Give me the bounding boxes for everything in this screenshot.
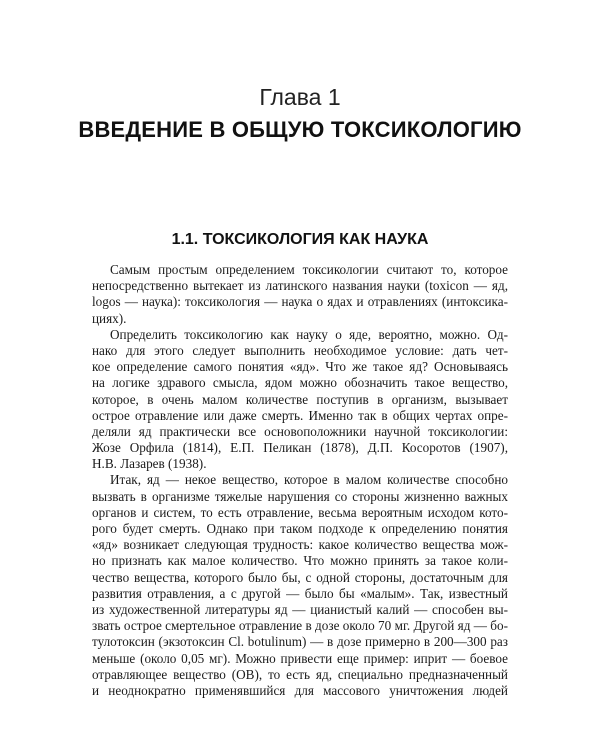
text-line: из художественной литературы яд — цианистый калий — способен вы- xyxy=(92,601,508,617)
text-line: развития отравления, а с другой — было бы «малым». Так, известный xyxy=(92,585,508,601)
text-line: Итак, яд — некое вещество, которое в малом количестве способно xyxy=(110,472,508,488)
text-line: «яд» возникает следующая трудность: какое количество вещества мож- xyxy=(92,537,508,553)
text-line: logos — наука): токсикология — наука о ядах и отравлениях (интоксика- xyxy=(92,294,508,310)
chapter-title: ВВЕДЕНИЕ В ОБЩУЮ ТОКСИКОЛОГИЮ xyxy=(78,117,522,142)
text-line: Определить токсикологию как науку о яде, вероятно, можно. Од- xyxy=(110,326,508,342)
text-line: Самым простым определением токсикологии считают то, которое xyxy=(110,262,508,277)
text-line: и неоднократно применявшийся для массового уничтожения людей xyxy=(92,682,508,698)
text-line: деляли яд практически все основоположники научной токсикологии: xyxy=(92,423,508,439)
chapter-label: Глава 1 xyxy=(259,84,341,110)
text-line: Н.В. Лазарев (1938). xyxy=(92,456,207,472)
text-line: острое отравление или даже смерть. Именно так в общих чертах опре- xyxy=(92,407,508,423)
text-line: Жозе Орфила (1814), Е.П. Пеликан (1878), Д.П. Косоротов (1907), xyxy=(92,440,508,456)
body-text xyxy=(92,262,508,699)
text-line: но признать как малое количество. Что можно принять за такое коли- xyxy=(92,553,508,569)
text-line: органов и систем, то есть отравление, весьма вероятным исходом кото- xyxy=(92,504,508,520)
text-line: чество вещества, которого было бы, с одной стороны, достаточным для xyxy=(92,569,508,585)
text-line: непосредственно вытекает из латинского названия науки (toxicon — яд, xyxy=(92,278,508,294)
text-line: меньше (около 0,05 мг). Можно привести еще пример: иприт — боевое xyxy=(92,650,508,666)
text-line: циях). xyxy=(92,310,127,326)
section-title: 1.1. ТОКСИКОЛОГИЯ КАК НАУКА xyxy=(171,231,429,248)
text-line: рого будет смерть. Однако при таком подходе к определению понятия xyxy=(92,521,508,536)
text-line: звать острое смертельное отравление в дозе около 70 мг. Другой яд — бо- xyxy=(92,618,508,634)
text-line: отравляющее вещество (ОВ), то есть яд, специально предназначенный xyxy=(92,666,508,682)
text-line: нако для этого следует выполнить необходимое условие: дать чет- xyxy=(92,342,508,358)
text-line: вызвать в организме тяжелые нарушения со стороны жизненно важных xyxy=(92,488,508,504)
text-line: на логике здравого смысла, ядом можно обозначить такое вещество, xyxy=(92,375,508,391)
text-line: которое, в очень малом количестве поступив в организм, вызывает xyxy=(92,391,508,407)
text-line: кое определение самого понятия «яд». Что же такое яд? Основываясь xyxy=(92,359,508,375)
text-line: тулотоксин (экзотоксин Cl. botulinum) — в дозе примерно в 200—300 раз xyxy=(92,634,508,650)
